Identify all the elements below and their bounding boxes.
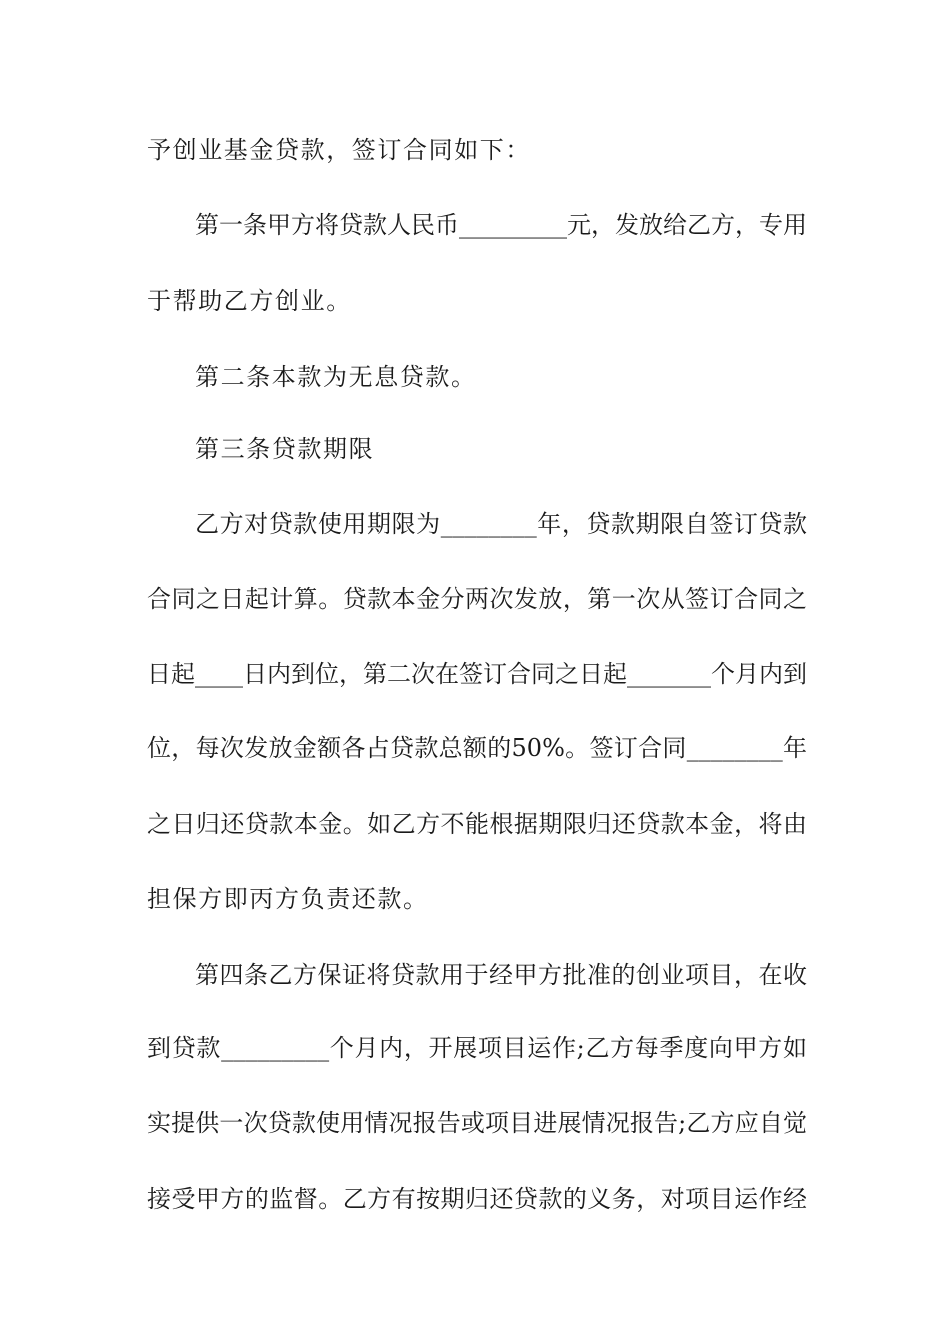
text-line: 第四条乙方保证将贷款用于经甲方批准的创业项目，在收 xyxy=(195,961,807,989)
text-line: 第二条本款为无息贷款。 xyxy=(195,363,477,391)
text-line: 实提供一次贷款使用情况报告或项目进展情况报告;乙方应自觉 xyxy=(147,1109,807,1137)
text-line: 担保方即丙方负责还款。 xyxy=(147,885,429,913)
text-line: 于帮助乙方创业。 xyxy=(147,287,352,315)
text-line: 第一条甲方将贷款人民币_________元，发放给乙方，专用 xyxy=(195,211,807,239)
text-line: 第三条贷款期限 xyxy=(195,435,375,463)
text-line: 予创业基金贷款，签订合同如下： xyxy=(147,136,531,164)
text-line: 接受甲方的监督。乙方有按期归还贷款的义务，对项目运作经 xyxy=(147,1185,807,1213)
text-line: 合同之日起计算。贷款本金分两次发放，第一次从签订合同之 xyxy=(147,585,807,613)
text-line: 之日归还贷款本金。如乙方不能根据期限归还贷款本金，将由 xyxy=(147,810,807,838)
text-line: 乙方对贷款使用期限为________年，贷款期限自签订贷款 xyxy=(195,510,807,538)
text-line: 到贷款_________个月内，开展项目运作;乙方每季度向甲方如 xyxy=(147,1034,807,1062)
text-line: 日起____日内到位，第二次在签订合同之日起_______个月内到 xyxy=(147,660,807,688)
text-line: 位，每次发放金额各占贷款总额的50%。签订合同________年 xyxy=(147,734,807,762)
